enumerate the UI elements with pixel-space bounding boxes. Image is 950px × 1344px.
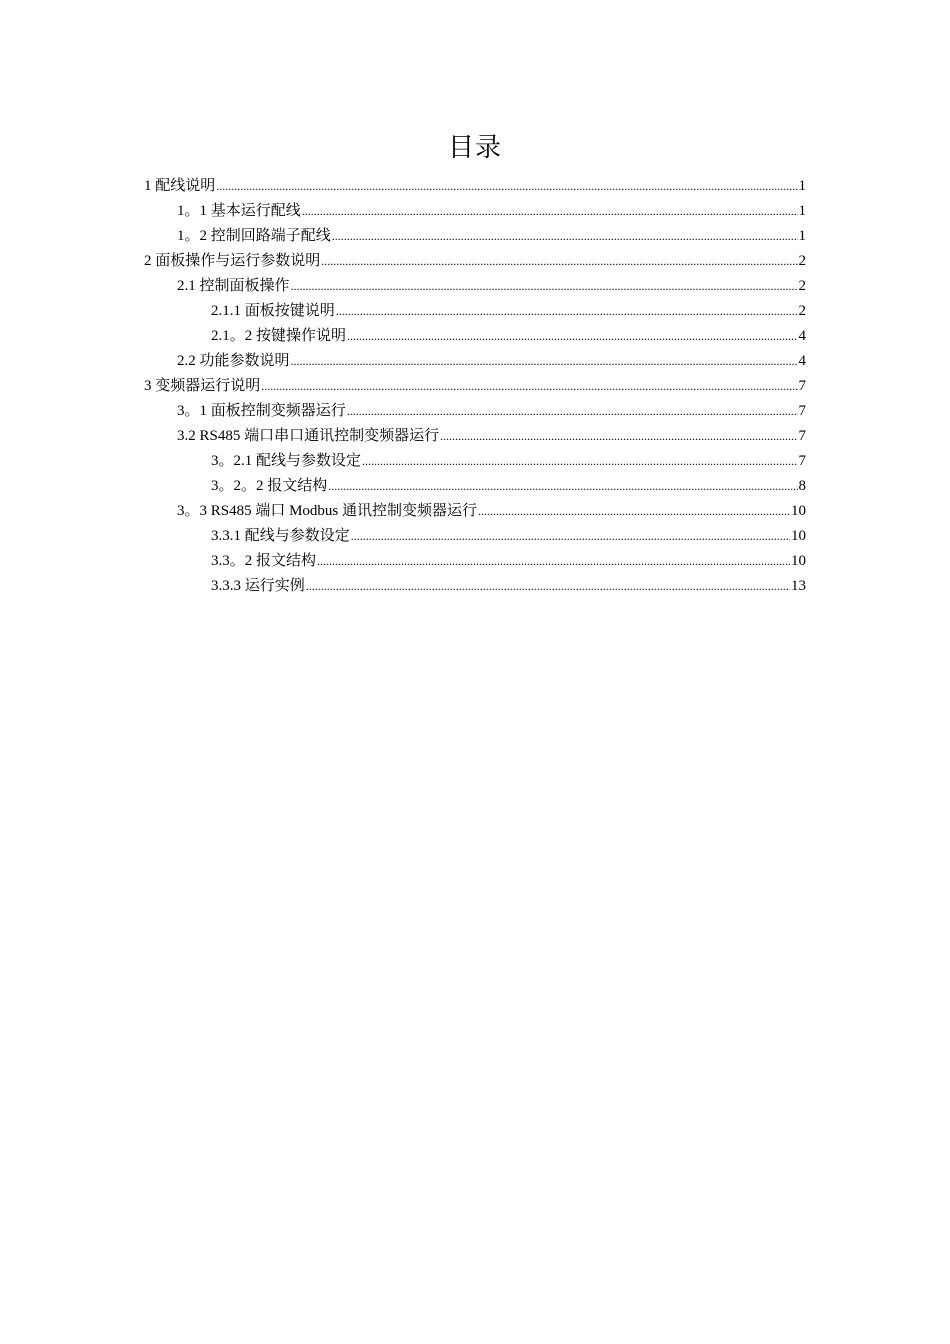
toc-entry[interactable] bbox=[144, 524, 806, 549]
toc-entry-page: 1 bbox=[798, 203, 806, 219]
toc-entry[interactable] bbox=[144, 324, 806, 349]
toc-entry[interactable] bbox=[144, 399, 806, 424]
toc-entry-page: 7 bbox=[798, 453, 806, 469]
toc-entry-text: 2.1。2 按键操作说明 bbox=[211, 328, 347, 344]
toc-entry[interactable] bbox=[144, 199, 806, 224]
toc-entry[interactable] bbox=[144, 374, 806, 399]
toc-entry-page: 10 bbox=[791, 528, 806, 544]
toc-entry[interactable] bbox=[144, 349, 806, 374]
toc-entry[interactable] bbox=[144, 474, 806, 499]
toc-leader-dots bbox=[336, 299, 798, 324]
toc-leader-dots bbox=[351, 524, 790, 549]
toc-entry-page: 2 bbox=[798, 278, 806, 294]
toc-entry-text: 3。3 RS485 端口 Modbus 通讯控制变频器运行 bbox=[177, 503, 478, 519]
toc-title: 目录 bbox=[447, 133, 502, 162]
toc-leader-dots bbox=[306, 574, 790, 599]
toc-entry-text: 1。1 基本运行配线 bbox=[177, 203, 301, 219]
toc-entry-text: 1 配线说明 bbox=[144, 178, 216, 194]
toc-entry[interactable] bbox=[144, 174, 806, 199]
toc-leader-dots bbox=[347, 399, 798, 424]
toc-leader-dots bbox=[347, 324, 797, 349]
toc-leader-dots bbox=[291, 349, 798, 374]
toc-entry-page: 4 bbox=[798, 328, 806, 344]
toc-leader-dots bbox=[291, 274, 798, 299]
toc-entry-page: 2 bbox=[798, 253, 806, 269]
toc-entry-page: 4 bbox=[798, 353, 806, 369]
toc-entry-text: 3 变频器运行说明 bbox=[144, 378, 261, 394]
toc-entry-text: 1。2 控制回路端子配线 bbox=[177, 228, 331, 244]
toc-entry-text: 2.2 功能参数说明 bbox=[177, 353, 290, 369]
toc-entry-page: 10 bbox=[791, 503, 806, 519]
toc-entry-page: 13 bbox=[791, 578, 806, 594]
toc-leader-dots bbox=[328, 474, 797, 499]
toc-entry-text: 3.3。2 报文结构 bbox=[211, 553, 317, 569]
toc-entry[interactable] bbox=[144, 499, 806, 524]
toc-entry-page: 8 bbox=[798, 478, 806, 494]
toc-leader-dots bbox=[332, 224, 798, 249]
toc-leader-dots bbox=[317, 549, 790, 574]
toc-leader-dots bbox=[362, 449, 797, 474]
table-of-contents bbox=[144, 174, 806, 599]
toc-entry[interactable] bbox=[144, 449, 806, 474]
toc-entry-page: 7 bbox=[798, 378, 806, 394]
toc-leader-dots bbox=[440, 424, 797, 449]
toc-entry[interactable] bbox=[144, 249, 806, 274]
toc-entry-text: 2.1 控制面板操作 bbox=[177, 278, 290, 294]
toc-entry-text: 2 面板操作与运行参数说明 bbox=[144, 253, 321, 269]
toc-entry-text: 3。1 面板控制变频器运行 bbox=[177, 403, 346, 419]
toc-leader-dots bbox=[478, 499, 790, 524]
toc-entry-page: 2 bbox=[798, 303, 806, 319]
toc-entry-text: 2.1.1 面板按键说明 bbox=[211, 303, 335, 319]
toc-entry-page: 7 bbox=[798, 428, 806, 444]
toc-entry[interactable] bbox=[144, 224, 806, 249]
toc-entry[interactable] bbox=[144, 424, 806, 449]
toc-leader-dots bbox=[302, 199, 798, 224]
toc-entry-text: 3。2.1 配线与参数设定 bbox=[211, 453, 362, 469]
toc-leader-dots bbox=[261, 374, 797, 399]
toc-entry-text: 3.3.1 配线与参数设定 bbox=[211, 528, 350, 544]
toc-entry-text: 3.3.3 运行实例 bbox=[211, 578, 305, 594]
toc-entry[interactable] bbox=[144, 549, 806, 574]
toc-entry-page: 7 bbox=[798, 403, 806, 419]
toc-entry-text: 3.2 RS485 端口串口通讯控制变频器运行 bbox=[177, 428, 440, 444]
toc-entry-page: 1 bbox=[798, 228, 806, 244]
toc-entry-page: 1 bbox=[798, 178, 806, 194]
toc-entry[interactable] bbox=[144, 274, 806, 299]
toc-entry[interactable] bbox=[144, 299, 806, 324]
toc-leader-dots bbox=[321, 249, 797, 274]
toc-entry[interactable] bbox=[144, 574, 806, 599]
toc-entry-text: 3。2。2 报文结构 bbox=[211, 478, 328, 494]
toc-leader-dots bbox=[216, 174, 797, 199]
toc-entry-page: 10 bbox=[791, 553, 806, 569]
